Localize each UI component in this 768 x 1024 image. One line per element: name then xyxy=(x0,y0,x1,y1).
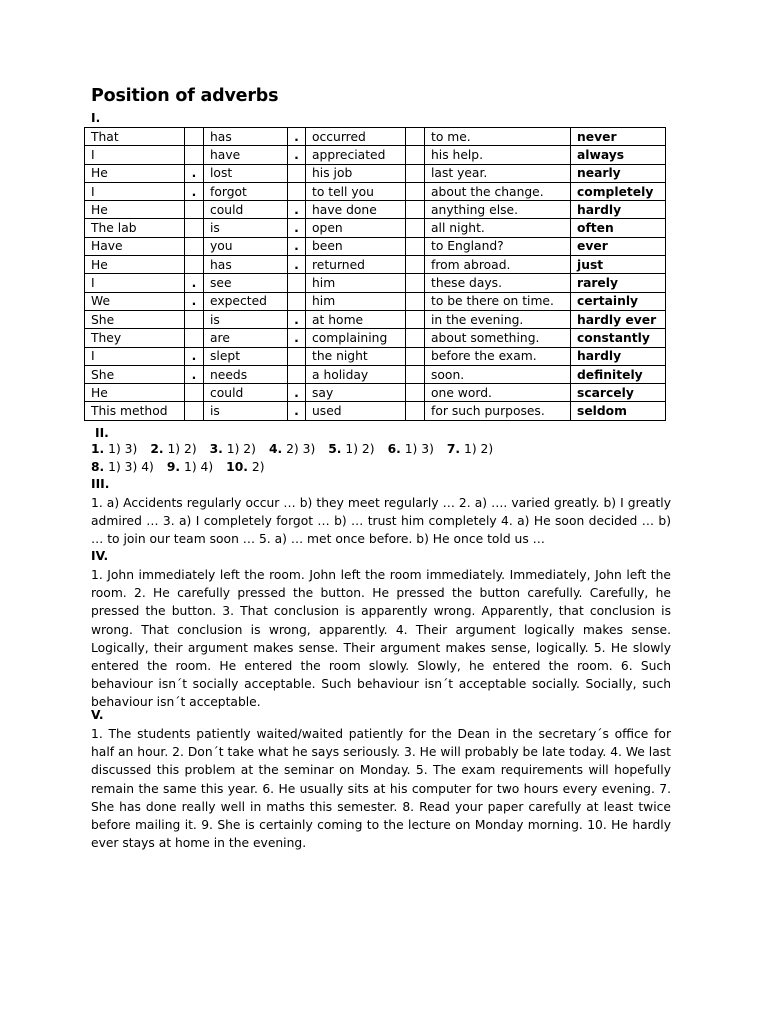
answer-number: 6. xyxy=(387,442,401,456)
adverb-cell: just xyxy=(571,256,666,274)
answer-number: 8. xyxy=(91,460,105,475)
word-cell: the night xyxy=(306,347,406,365)
word-cell: at home xyxy=(306,310,406,328)
word-cell: used xyxy=(306,402,406,420)
word-cell: in the evening. xyxy=(425,310,571,328)
section-heading-2: II. xyxy=(95,426,109,440)
word-cell: is xyxy=(204,219,288,237)
marker-cell xyxy=(185,219,204,237)
answer-key-2 xyxy=(91,440,681,476)
marker-cell xyxy=(406,347,425,365)
word-cell: one word. xyxy=(425,384,571,402)
marker-cell xyxy=(185,256,204,274)
word-cell: slept xyxy=(204,347,288,365)
word-cell: could xyxy=(204,384,288,402)
word-cell: for such purposes. xyxy=(425,402,571,420)
answer-line xyxy=(91,440,681,458)
word-cell: a holiday xyxy=(306,365,406,383)
word-cell: all night. xyxy=(425,219,571,237)
table-row xyxy=(85,164,666,182)
adverb-cell: constantly xyxy=(571,329,666,347)
adverb-cell: often xyxy=(571,219,666,237)
answer-item xyxy=(167,460,213,474)
marker-cell: . xyxy=(288,310,306,328)
word-cell: to England? xyxy=(425,237,571,255)
word-cell: expected xyxy=(204,292,288,310)
marker-cell: . xyxy=(288,237,306,255)
word-cell: his help. xyxy=(425,146,571,164)
answer-item xyxy=(269,442,315,456)
word-cell: has xyxy=(204,256,288,274)
table-row xyxy=(85,292,666,310)
marker-cell xyxy=(288,164,306,182)
word-cell: occurred xyxy=(306,128,406,146)
word-cell: to tell you xyxy=(306,182,406,200)
word-cell: We xyxy=(85,292,185,310)
section-heading-5: V. xyxy=(91,708,104,722)
word-cell: are xyxy=(204,329,288,347)
section-heading-1: I. xyxy=(91,111,101,125)
word-cell: Have xyxy=(85,237,185,255)
marker-cell xyxy=(185,146,204,164)
marker-cell xyxy=(406,365,425,383)
table-row xyxy=(85,274,666,292)
answer-number: 5. xyxy=(328,442,342,456)
word-cell: these days. xyxy=(425,274,571,292)
answer-value: 2) 3) xyxy=(286,442,316,456)
word-cell: him xyxy=(306,274,406,292)
word-cell: is xyxy=(204,402,288,420)
marker-cell xyxy=(288,292,306,310)
word-cell: to be there on time. xyxy=(425,292,571,310)
word-cell: lost xyxy=(204,164,288,182)
word-cell: I xyxy=(85,347,185,365)
table-row xyxy=(85,256,666,274)
answer-item xyxy=(328,442,374,456)
adverb-table xyxy=(84,127,666,421)
adverb-cell: never xyxy=(571,128,666,146)
answer-number: 7. xyxy=(446,442,461,456)
word-cell: him xyxy=(306,292,406,310)
word-cell: is xyxy=(204,310,288,328)
adverb-cell: ever xyxy=(571,237,666,255)
adverb-cell: certainly xyxy=(571,292,666,310)
adverb-cell: scarcely xyxy=(571,384,666,402)
marker-cell: . xyxy=(288,128,306,146)
adverb-cell: completely xyxy=(571,182,666,200)
word-cell: about something. xyxy=(425,329,571,347)
marker-cell: . xyxy=(288,219,306,237)
answer-item xyxy=(91,442,137,456)
marker-cell: . xyxy=(288,384,306,402)
word-cell: She xyxy=(85,365,185,383)
marker-cell: . xyxy=(288,329,306,347)
section-4-text: 1. John immediately left the room. John left the room immediately. Immediately, John left the room. 2. He carefully pressed the button. He pressed the button carefully. Carefully, he pressed the button. 3. That conclusion is apparently wrong. Apparently, that conclusion is wrong. That conclusion is wrong, apparently. 4. Their argument logically makes sense. Logically, their argument makes sense. Their argument makes sense, logically. 5. He slowly entered the room. He entered the room slowly. Slowly, he entered the room. 6. Such behaviour isn´t socially acceptable. Such behaviour isn´t acceptable socially. Socially, such behaviour isn´t acceptable. xyxy=(91,568,671,710)
word-cell: have done xyxy=(306,201,406,219)
answer-value: 1) 2) xyxy=(167,442,197,456)
section-heading-3: III. xyxy=(91,477,110,491)
word-cell: from abroad. xyxy=(425,256,571,274)
word-cell: could xyxy=(204,201,288,219)
answer-number: 1. xyxy=(91,442,105,456)
table-row xyxy=(85,310,666,328)
word-cell: needs xyxy=(204,365,288,383)
word-cell: forgot xyxy=(204,182,288,200)
marker-cell xyxy=(185,201,204,219)
table-row xyxy=(85,384,666,402)
table-row xyxy=(85,347,666,365)
word-cell: been xyxy=(306,237,406,255)
marker-cell xyxy=(406,402,425,420)
word-cell: He xyxy=(85,384,185,402)
marker-cell xyxy=(185,310,204,328)
section-3-text: 1. a) Accidents regularly occur … b) they meet regularly … 2. a) …. varied greatly. b) I greatly admired … 3. a) I completely forgot … b) … trust him completely 4. a) He soon decided … b) … to join our team soon … 5. a) … met once before. b) He once told us … xyxy=(91,496,671,547)
table-row xyxy=(85,182,666,200)
word-cell: say xyxy=(306,384,406,402)
word-cell: his job xyxy=(306,164,406,182)
adverb-cell: always xyxy=(571,146,666,164)
answer-item xyxy=(210,442,256,456)
word-cell: He xyxy=(85,256,185,274)
marker-cell xyxy=(406,384,425,402)
answer-value: 1) 3) xyxy=(404,442,434,456)
marker-cell xyxy=(406,256,425,274)
word-cell: He xyxy=(85,201,185,219)
answer-item xyxy=(447,442,493,456)
answer-line xyxy=(91,458,681,476)
marker-cell xyxy=(288,182,306,200)
marker-cell: . xyxy=(185,292,204,310)
word-cell: about the change. xyxy=(425,182,571,200)
marker-cell xyxy=(406,274,425,292)
marker-cell xyxy=(406,310,425,328)
marker-cell xyxy=(406,201,425,219)
marker-cell: . xyxy=(185,365,204,383)
word-cell: have xyxy=(204,146,288,164)
table-row xyxy=(85,329,666,347)
table-row xyxy=(85,201,666,219)
adverb-cell: seldom xyxy=(571,402,666,420)
word-cell: He xyxy=(85,164,185,182)
word-cell: you xyxy=(204,237,288,255)
word-cell: appreciated xyxy=(306,146,406,164)
word-cell: I xyxy=(85,146,185,164)
adverb-cell: nearly xyxy=(571,164,666,182)
answer-value: 1) 2) xyxy=(464,442,494,456)
page-title: Position of adverbs xyxy=(91,86,279,106)
answer-number: 9. xyxy=(166,460,181,475)
word-cell: soon. xyxy=(425,365,571,383)
word-cell: open xyxy=(306,219,406,237)
answer-value: 1) 2) xyxy=(226,442,256,456)
answer-number: 10. xyxy=(226,460,248,475)
word-cell: I xyxy=(85,274,185,292)
answer-value: 2) xyxy=(251,460,265,475)
marker-cell xyxy=(288,365,306,383)
word-cell: before the exam. xyxy=(425,347,571,365)
marker-cell: . xyxy=(288,256,306,274)
marker-cell xyxy=(406,164,425,182)
marker-cell xyxy=(406,292,425,310)
word-cell: complaining xyxy=(306,329,406,347)
marker-cell xyxy=(185,128,204,146)
marker-cell xyxy=(406,182,425,200)
marker-cell: . xyxy=(288,201,306,219)
marker-cell xyxy=(406,219,425,237)
answer-item xyxy=(226,460,264,474)
table-row xyxy=(85,128,666,146)
marker-cell: . xyxy=(185,274,204,292)
word-cell: returned xyxy=(306,256,406,274)
answer-number: 4. xyxy=(268,442,283,456)
marker-cell xyxy=(185,237,204,255)
section-heading-4: IV. xyxy=(91,549,109,563)
marker-cell: . xyxy=(288,146,306,164)
adverb-cell: rarely xyxy=(571,274,666,292)
word-cell: see xyxy=(204,274,288,292)
marker-cell xyxy=(406,146,425,164)
table-row xyxy=(85,402,666,420)
word-cell: That xyxy=(85,128,185,146)
word-cell: anything else. xyxy=(425,201,571,219)
word-cell: to me. xyxy=(425,128,571,146)
word-cell: The lab xyxy=(85,219,185,237)
marker-cell: . xyxy=(288,402,306,420)
marker-cell xyxy=(185,402,204,420)
word-cell: This method xyxy=(85,402,185,420)
marker-cell xyxy=(288,274,306,292)
answer-value: 1) 3) xyxy=(108,442,138,456)
word-cell: She xyxy=(85,310,185,328)
answer-number: 2. xyxy=(150,442,164,456)
marker-cell xyxy=(185,329,204,347)
adverb-cell: hardly ever xyxy=(571,310,666,328)
table-row xyxy=(85,237,666,255)
marker-cell xyxy=(406,329,425,347)
marker-cell xyxy=(406,237,425,255)
marker-cell: . xyxy=(185,164,204,182)
word-cell: I xyxy=(85,182,185,200)
marker-cell xyxy=(185,384,204,402)
answer-item xyxy=(388,442,434,456)
adverb-cell: hardly xyxy=(571,201,666,219)
table-row xyxy=(85,219,666,237)
table-row xyxy=(85,146,666,164)
answer-item xyxy=(91,460,154,474)
answer-item xyxy=(150,442,196,456)
adverb-cell: definitely xyxy=(571,365,666,383)
answer-value: 1) 2) xyxy=(345,442,375,456)
answer-number: 3. xyxy=(209,442,223,456)
marker-cell: . xyxy=(185,182,204,200)
word-cell: has xyxy=(204,128,288,146)
word-cell: last year. xyxy=(425,164,571,182)
answer-value: 1) 4) xyxy=(184,460,214,475)
answer-value: 1) 3) 4) xyxy=(108,460,154,475)
section-5-text: 1. The students patiently waited/waited patiently for the Dean in the secretary´s office for half an hour. 2. Don´t take what he says seriously. 3. He will probably be late today. 4. We last discussed this problem at the seminar on Monday. 5. The exam requirements will hopefully remain the same this year. 6. He usually sits at his computer for two hours every evening. 7. She has done really well in maths this semester. 8. Read your paper carefully at least twice before mailing it. 9. She is certainly coming to the lecture on Monday morning. 10. He hardly ever stays at home in the evening. xyxy=(91,727,671,851)
marker-cell xyxy=(288,347,306,365)
adverb-cell: hardly xyxy=(571,347,666,365)
word-cell: They xyxy=(85,329,185,347)
table-row xyxy=(85,365,666,383)
marker-cell: . xyxy=(185,347,204,365)
marker-cell xyxy=(406,128,425,146)
